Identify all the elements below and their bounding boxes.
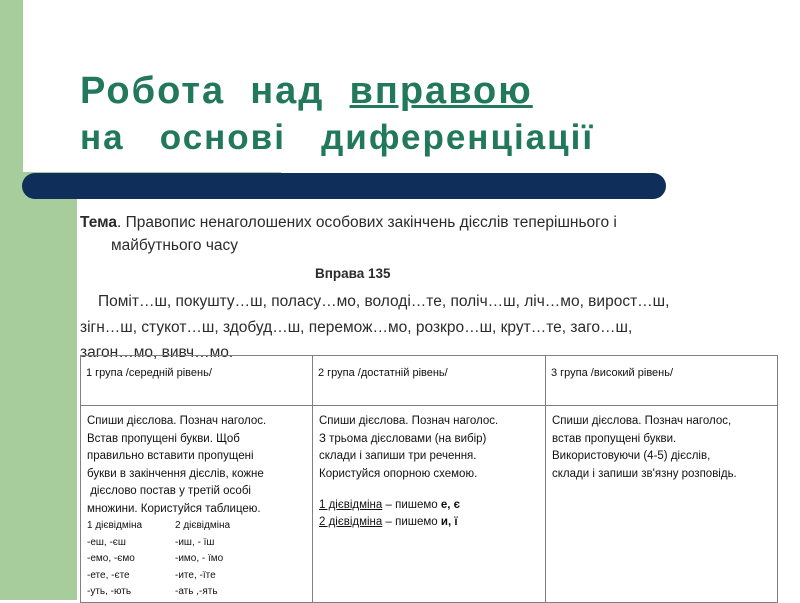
conjugation-row: -ете, -єте -ите, -їте xyxy=(87,569,216,581)
exercise-line-2: зігн…ш, стукот…ш, здобуд…ш, перемож…мо, розкро…ш, крут…те, заго…ш, xyxy=(80,318,633,336)
exercise-line-1: Поміт…ш, покушту…ш, поласу…мо, володі…те, поліч…ш, ліч…мо, вирост…ш, xyxy=(98,293,670,310)
group-3-task: Спиши дієслова. Познач наголос, встав пропущені букви. Використовуючи (4-5) дієслів, склади і запиши зв'язну розповідь. xyxy=(552,415,737,480)
exercise-line-3: загон…мо, вивч…мо. xyxy=(80,344,234,361)
header-group-2: 2 група /достатній рівень/ xyxy=(313,356,546,406)
scheme-row: 1 дієвідміна – пишемо е, є xyxy=(319,499,461,511)
support-scheme xyxy=(319,497,539,531)
group-1-cell xyxy=(81,406,313,603)
topic-label: Тема xyxy=(80,214,117,231)
header-group-1: 1 група /середній рівень/ xyxy=(81,356,313,406)
title-underline-bar xyxy=(22,173,666,199)
group-2-task: Спиши дієслова. Познач наголос. З трьома дієсловами (на вибір) склади і запиши три речення. Користуйся опорною схемою. 1 дієвідміна – пишемо е, є 2 дієвідміна – пишемо и, ї xyxy=(314,407,544,531)
slide-title-line-2: на основі диференціації xyxy=(80,118,595,157)
topic-text: Тема. Правопис ненаголошених особових закінчень дієслів теперішнього і майбутнього часу xyxy=(80,211,780,257)
table-body-row xyxy=(81,406,778,603)
table-header-row xyxy=(81,356,778,406)
groups-table xyxy=(80,355,778,603)
conjugation-row: -уть, -ють -ать ,-ять xyxy=(87,586,218,597)
group-2-cell xyxy=(313,406,546,603)
header-group-3: 3 група /високий рівень/ xyxy=(546,356,778,406)
conjugation-row: -еш, -єш -иш, - їш xyxy=(87,536,215,548)
scheme-row: 2 дієвідміна – пишемо и, ї xyxy=(319,516,458,528)
conjugation-header: 1 дієвідміна 2 дієвідміна xyxy=(87,520,231,531)
slide-title-line-1: Робота над вправою xyxy=(80,70,533,112)
group-1-task: Спиши дієслова. Познач наголос. Встав пропущені букви. Щоб правильно вставити пропущені букви в закінчення дієслів, кожне дієслово постав у третій особі множини. Користуйся таблицею. xyxy=(87,415,267,515)
group-3-cell xyxy=(546,406,778,603)
conjugation-row: -емо, -ємо -имо, - їмо xyxy=(87,553,224,564)
title-underlined-word: вправою xyxy=(349,70,533,112)
topic-continuation: майбутнього часу xyxy=(111,237,239,254)
conjugation-table xyxy=(82,518,311,601)
exercise-title: Вправа 135 xyxy=(315,266,391,281)
